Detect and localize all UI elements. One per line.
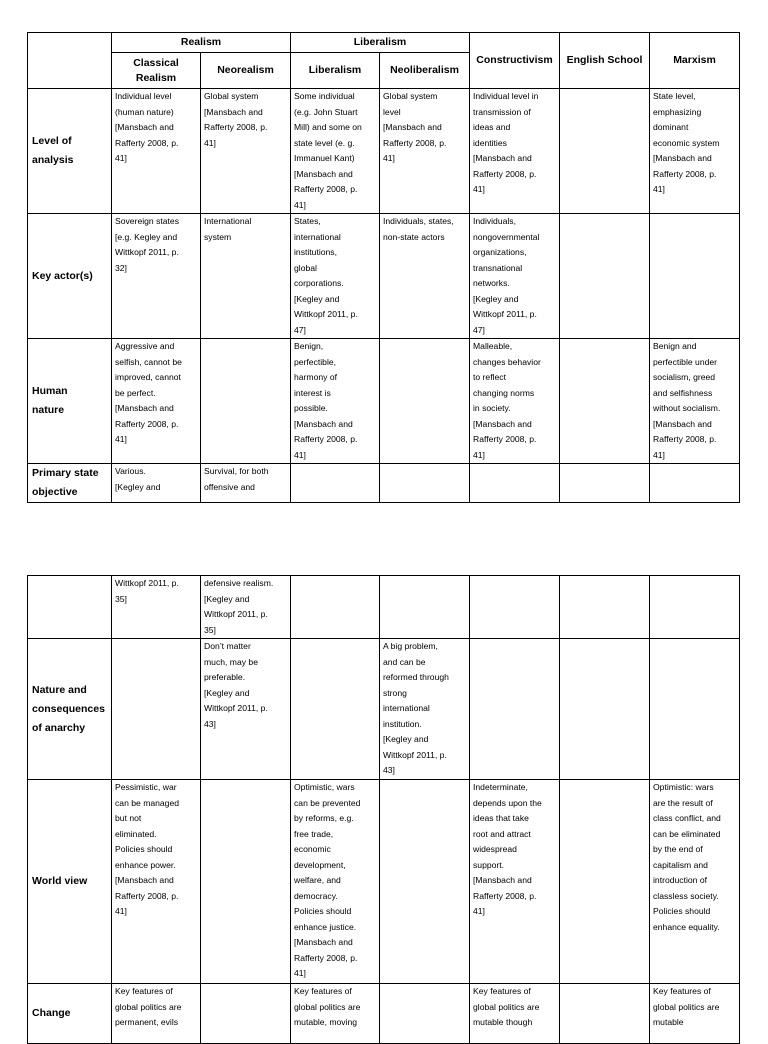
table-cell: Global system [Mansbach and Rafferty 2008, p. 41] (201, 89, 291, 214)
table-cell (201, 339, 291, 464)
row-label: Key actor(s) (28, 214, 112, 339)
table-row (28, 780, 740, 984)
table-cell (291, 576, 380, 639)
table-cell (380, 984, 470, 1044)
table-cell (470, 464, 560, 503)
table-cell: Key features of global politics are mutable, moving (291, 984, 380, 1044)
row-label: Human nature (28, 339, 112, 464)
table-cell (560, 576, 650, 639)
header-marxism: Marxism (650, 33, 740, 89)
table-cell: International system (201, 214, 291, 339)
table-cell: defensive realism. [Kegley and Wittkopf 2011, p. 35] (201, 576, 291, 639)
table-cell (560, 780, 650, 984)
table-cell: Don’t matter much, may be preferable. [Kegley and Wittkopf 2011, p. 43] (201, 639, 291, 780)
table-cell (201, 984, 291, 1044)
table-cell (201, 780, 291, 984)
theories-table-part-1 (27, 32, 740, 503)
table-cell: Indeterminate, depends upon the ideas that take root and attract widespread support. [Mansbach and Rafferty 2008, p. 41] (470, 780, 560, 984)
table-cell: Wittkopf 2011, p. 35] (112, 576, 201, 639)
table-cell: Some individual (e.g. John Stuart Mill) and some on state level (e. g. Immanuel Kant) [Mansbach and Rafferty 2008, p. 41] (291, 89, 380, 214)
row-label: World view (28, 780, 112, 984)
table-cell: Key features of global politics are mutable (650, 984, 740, 1044)
table-cell (380, 576, 470, 639)
table-cell (291, 639, 380, 780)
table-cell: Aggressive and selfish, cannot be improved, cannot be perfect. [Mansbach and Rafferty 2008, p. 41] (112, 339, 201, 464)
row-label: Change (28, 984, 112, 1044)
table-cell: Individual level (human nature) [Mansbach and Rafferty 2008, p. 41] (112, 89, 201, 214)
table-cell: Key features of global politics are mutable though (470, 984, 560, 1044)
table-cell: Pessimistic, war can be managed but not eliminated. Policies should enhance power. [Mansbach and Rafferty 2008, p. 41] (112, 780, 201, 984)
header-blank-corner (28, 33, 112, 89)
header-constructivism: Constructivism (470, 33, 560, 89)
header-neorealism: Neorealism (201, 53, 291, 89)
table-cell: Sovereign states [e.g. Kegley and Wittkopf 2011, p. 32] (112, 214, 201, 339)
table-cell: Survival, for both offensive and (201, 464, 291, 503)
table-cell (291, 464, 380, 503)
header-realism: Realism (112, 33, 291, 53)
table-cell (380, 464, 470, 503)
header-neoliberalism: Neoliberalism (380, 53, 470, 89)
table-cell: State level, emphasizing dominant economic system [Mansbach and Rafferty 2008, p. 41] (650, 89, 740, 214)
table-cell: Malleable, changes behavior to reflect changing norms in society. [Mansbach and Rafferty 2008, p. 41] (470, 339, 560, 464)
header-classical-realism: Classical Realism (112, 53, 201, 89)
table-row (28, 89, 740, 214)
row-label: Nature and consequences of anarchy (28, 639, 112, 780)
table-cell: Benign and perfectible under socialism, greed and selfishness without socialism. [Mansbach and Rafferty 2008, p. 41] (650, 339, 740, 464)
table-cell: Individuals, states, non-state actors (380, 214, 470, 339)
table-cell: Key features of global politics are permanent, evils (112, 984, 201, 1044)
table-cell: Benign, perfectible, harmony of interest is possible. [Mansbach and Rafferty 2008, p. 41] (291, 339, 380, 464)
table-cell (560, 464, 650, 503)
table-row (28, 464, 740, 503)
table-cell (380, 339, 470, 464)
table-row (28, 339, 740, 464)
header-liberalism-group: Liberalism (291, 33, 470, 53)
header-liberalism: Liberalism (291, 53, 380, 89)
table-row (28, 576, 740, 639)
row-label: Primary state objective (28, 464, 112, 503)
table-cell: Global system level [Mansbach and Rafferty 2008, p. 41] (380, 89, 470, 214)
row-label: Level of analysis (28, 89, 112, 214)
theories-table-part-2 (27, 575, 740, 1044)
table-cell (470, 639, 560, 780)
table-row (28, 214, 740, 339)
table-cell: Various. [Kegley and (112, 464, 201, 503)
table-cell: Optimistic: wars are the result of class conflict, and can be eliminated by the end of capitalism and introduction of classless society. Policies should enhance equality. (650, 780, 740, 984)
table-cell (470, 576, 560, 639)
table-row (28, 639, 740, 780)
table-row (28, 984, 740, 1044)
table-cell: Individuals, nongovernmental organizations, transnational networks. [Kegley and Wittkopf 2011, p. 47] (470, 214, 560, 339)
table-cell (560, 639, 650, 780)
table-cell (650, 639, 740, 780)
table-cell (650, 214, 740, 339)
table-cell (560, 214, 650, 339)
table-cell: States, international institutions, global corporations. [Kegley and Wittkopf 2011, p. 47] (291, 214, 380, 339)
row-label (28, 576, 112, 639)
table-cell (380, 780, 470, 984)
table-cell (560, 984, 650, 1044)
table-cell (560, 339, 650, 464)
header-english-school: English School (560, 33, 650, 89)
table-cell: Optimistic, wars can be prevented by reforms, e.g. free trade, economic development, welfare, and democracy. Policies should enhance justice. [Mansbach and Rafferty 2008, p. 41] (291, 780, 380, 984)
table-cell: A big problem, and can be reformed through strong international institution. [Kegley and Wittkopf 2011, p. 43] (380, 639, 470, 780)
table-cell (650, 464, 740, 503)
table-cell (560, 89, 650, 214)
table-cell: Individual level in transmission of ideas and identities [Mansbach and Rafferty 2008, p. 41] (470, 89, 560, 214)
table-cell (112, 639, 201, 780)
table-cell (650, 576, 740, 639)
